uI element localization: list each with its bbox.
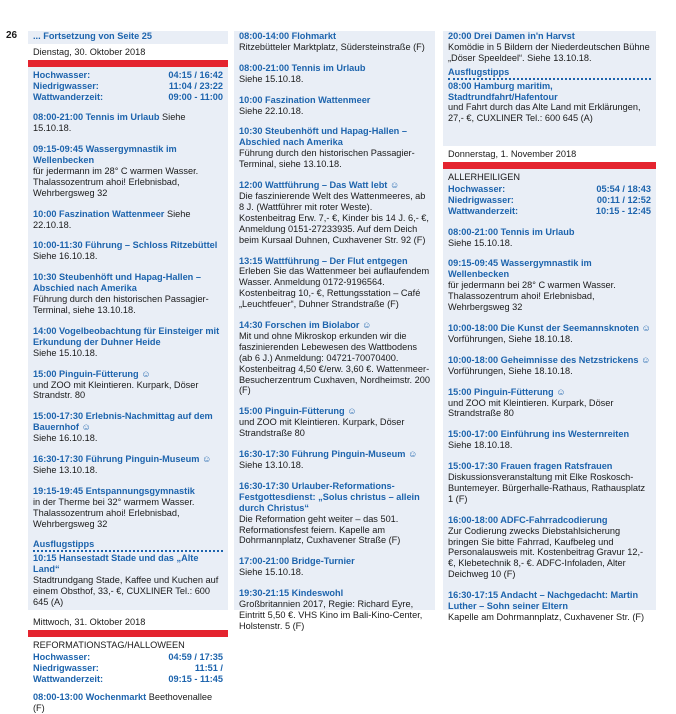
tide-value: 00:11 / 12:52 [596, 195, 651, 206]
event-body: Vorführungen, Siehe 18.10.18. [448, 333, 573, 344]
event-body: Erleben Sie das Wattenmeer bei auflaufendem Wasser. Anmeldung 0172-9196564. Kostenbeitrag 10,- €, Rettungsstation – Café „Leuchtfeuer“, Duhner Strandstraße (F) [239, 266, 430, 310]
tide-label: Niedrigwasser: [33, 80, 99, 91]
event-body: Führung durch den historischen Passagier-Terminal, siehe 13.10.18. [33, 294, 209, 315]
event-title: 12:00 Wattführung – Das Watt lebt ☺ [239, 180, 400, 191]
day-date: Mittwoch, 31. Oktober 2018 [33, 616, 146, 627]
event-body: Komödie in 5 Bildern der Niederdeutschen Bühne „Döser Speeldeel“. Siehe 13.10.18. [448, 41, 650, 63]
event-body: Siehe 15.10.18. [33, 347, 98, 358]
event-body: Siehe 13.10.18. [239, 460, 304, 470]
event-item [239, 556, 430, 578]
column-2 [234, 31, 435, 631]
red-divider [28, 60, 228, 67]
red-divider [28, 630, 228, 637]
event-title: 10:00 Faszination Wattenmeer [239, 94, 371, 105]
tide-value: 11:04 / 23:22 [168, 80, 223, 91]
event-item [448, 323, 651, 345]
tide-table [33, 652, 223, 684]
event-title: 08:00-21:00 Tennis im Urlaub [33, 112, 160, 123]
event-title: 10:00-11:30 Führung – Schloss Ritzebüttel [33, 240, 218, 251]
event-title: 16:30-17:30 Führung Pinguin-Museum ☺ [33, 454, 212, 465]
event-body: Großbritannien 2017, Regie: Richard Eyre, Eintritt 5,50 €. VHS Kino im Bali-Kino-Center, Holstenstr. 5 (F) [239, 599, 423, 631]
tide-value: 09:00 - 11:00 [168, 91, 223, 102]
continuation-note: ... Fortsetzung von Seite 25 [33, 31, 152, 41]
tide-row [33, 674, 223, 685]
tide-label: Wattwanderzeit: [33, 91, 104, 102]
event-body: und ZOO mit Kleintieren. Kurpark, Döser Strandstraße 80 [239, 417, 405, 439]
event-item [33, 272, 223, 316]
tide-row [33, 70, 223, 81]
event-item [448, 387, 651, 420]
event-title: 17:00-21:00 Bridge-Turnier [239, 556, 355, 567]
event-body: und ZOO mit Kleintieren. Kurpark, Döser Strandstraße 80 [448, 397, 614, 419]
tide-table [33, 70, 223, 102]
event-body: Siehe 18.10.18. [448, 440, 513, 451]
event-item [239, 63, 430, 85]
event-title: 16:30-17:30 Führung Pinguin-Museum ☺ [239, 449, 418, 460]
event-title: 14:00 Vogelbeobachtung für Einsteiger mit Erkundung der Duhner Heide [33, 325, 220, 347]
tide-row [448, 195, 651, 206]
event-item [239, 481, 430, 546]
event-body: Die Reformation geht weiter – das 501. Reformationsfest feiern. Kapelle am Dohrmannplatz, Cuxhavener Straße (F) [239, 513, 401, 546]
event-body: Mit und ohne Mikroskop erkunden wir die faszinierenden Lebewesen des Wattbodens (ab 6 J.) Anmeldung: 04721-70070400. Kostenbeitrag 4,50 €/erw. 3,60 €. Wattenmeer-Besucherzentrum Cuxhaven, Nordheimstr. 200 (F) [239, 330, 430, 396]
holiday-label: ALLERHEILIGEN [448, 172, 520, 183]
event-list [239, 31, 430, 632]
event-item [239, 256, 430, 311]
event-title: 14:30 Forschen im Biolabor ☺ [239, 320, 372, 331]
event-item [239, 588, 430, 632]
event-item [448, 461, 651, 505]
event-item [448, 258, 651, 313]
column-3 [443, 31, 656, 623]
event-title: 09:15-09:45 Wassergymnastik im Wellenbecken [448, 258, 592, 280]
tide-value: 04:15 / 16:42 [168, 69, 223, 80]
event-title: 15:00 Pinguin-Fütterung ☺ [33, 368, 151, 379]
event-item [33, 369, 223, 402]
tide-label: Wattwanderzeit: [33, 673, 104, 684]
event-list [448, 31, 651, 64]
tide-row [448, 206, 651, 217]
event-title: 16:00-18:00 ADFC-Fahrradcodierung [448, 514, 608, 525]
ausflug-item [448, 81, 651, 125]
event-item [33, 209, 223, 231]
tide-value: 04:59 / 17:35 [168, 651, 223, 662]
event-list [448, 227, 651, 623]
event-item [33, 692, 223, 714]
event-body: Vorführungen, Siehe 18.10.18. [448, 365, 573, 376]
event-title: 08:00 Hamburg maritim, Stadtrundfahrt/Hafentour [448, 80, 558, 102]
page-number: 26 [6, 30, 18, 41]
event-item [33, 454, 223, 476]
event-body: Kapelle am Dohrmannplatz, Cuxhavener Str. (F) [448, 612, 645, 623]
event-body: Zur Codierung zwecks Diebstahlsicherung bringen Sie bitte Fahrrad, Kaufbeleg und Personalausweis mit. Kostenbeitrag Gravur 12,- €, Klebetechnik 8,- €. ADFC-Infoladen, Alter Deichweg 10 (F) [448, 525, 644, 580]
day-header-wednesday [28, 614, 228, 637]
tide-label: Hochwasser: [33, 69, 91, 80]
event-title: 20:00 Drei Damen in'n Harvst [448, 31, 575, 41]
event-title: 10:00-18:00 Geheimnisse des Netzstrickens ☺ [448, 354, 651, 365]
event-inline-text: Beethovenallee (F) [33, 692, 213, 714]
event-body: Die faszinierende Welt des Wattenmeeres, ab 8 J. (Wattführer mit roter Weste). Kostenbeitrag Erw. 7,- €, Kinder bis 14 J. 6,- €, Anmeldung 0151-27233935. Auf dem Deich beim Kursaal Duhnen, Cuxhavener Str. 92 (F) [239, 190, 429, 245]
event-body: in der Therme bei 32° warmem Wasser. Thalassozentrum ahoi! Erlebnisbad, Wehrbergsweg 32 [33, 496, 195, 529]
event-title: 08:00-21:00 Tennis im Urlaub [448, 226, 575, 237]
event-body: für jedermann im 28° C warmen Wasser. Thalassozentrum ahoi! Erlebnisbad, Wehrbergsweg 32 [33, 165, 199, 198]
event-title: 15:00-17:30 Frauen fragen Ratsfrauen [448, 461, 613, 472]
event-body: Diskussionsveranstaltung mit Elke Roskosch-Buntemeyer. Bürgerhalle-Rathaus, Rathausplatz 1 (F) [448, 472, 646, 504]
event-title: 19:30-21:15 Kindeswohl [239, 588, 344, 599]
event-title: 15:00-17:30 Erlebnis-Nachmittag auf dem Bauernhof ☺ [33, 411, 213, 433]
event-title: 08:00-13:00 Wochenmarkt [33, 692, 147, 703]
ausflug-heading: Ausflugstipps [448, 67, 651, 80]
tide-row [448, 184, 651, 195]
event-item [448, 429, 651, 451]
event-body: Siehe 15.10.18. [448, 237, 513, 248]
event-title: 08:00-14:00 Flohmarkt [239, 31, 337, 41]
tide-row [33, 663, 223, 674]
event-item [239, 126, 430, 170]
event-title: 10:30 Steubenhöft und Hapag-Hallen – Abschied nach Amerika [239, 126, 407, 148]
event-title: 19:15-19:45 Entspannungsgymnastik [33, 485, 195, 496]
event-body: Siehe 22.10.18. [239, 105, 304, 116]
event-body: Siehe 15.10.18. [239, 567, 304, 578]
event-item [33, 411, 223, 444]
event-inline-text: Siehe 22.10.18. [33, 208, 191, 230]
event-item [33, 486, 223, 530]
event-title: 16:30-17:30 Urlauber-Reformations-Festgottesdienst: „Solus christus – allein durch Christus“ [239, 480, 420, 513]
event-body: und ZOO mit Kleintieren. Kurpark, Döser Strandstr. 80 [33, 379, 199, 401]
event-body: für jedermann bei 28° C warmen Wasser. Thalassozentrum ahoi! Erlebnisbad, Wehrbergsweg 32 [448, 280, 616, 313]
event-body: Siehe 13.10.18. [33, 464, 98, 475]
tide-row [33, 92, 223, 103]
event-item [33, 326, 223, 359]
event-title: 16:30-17:15 Andacht – Nachgedacht: Martin Luther – Sohn seiner Eltern [448, 590, 639, 612]
event-body: Siehe 16.10.18. [33, 251, 98, 262]
event-item [448, 31, 651, 64]
tide-value: 10:15 - 12:45 [595, 205, 651, 216]
event-body: Siehe 16.10.18. [33, 433, 98, 444]
event-title: 10:30 Steubenhöft und Hapag-Hallen – Abschied nach Amerika [33, 272, 201, 294]
event-list [33, 112, 223, 529]
event-item [33, 112, 223, 134]
tide-label: Niedrigwasser: [448, 195, 514, 206]
event-title: 15:00-17:00 Einführung ins Westernreiten [448, 429, 630, 440]
event-item [33, 240, 223, 262]
day-header-tuesday [28, 44, 228, 67]
event-item [239, 406, 430, 439]
event-item [239, 320, 430, 396]
event-title: 13:15 Wattführung – Der Flut entgegen [239, 255, 408, 266]
event-item [448, 515, 651, 580]
tide-value: 09:15 - 11:45 [168, 673, 223, 684]
ausflug-item [33, 553, 223, 608]
event-item [448, 355, 651, 377]
event-title: 15:00 Pinguin-Fütterung ☺ [239, 406, 357, 417]
tide-label: Hochwasser: [33, 651, 91, 662]
event-body: Führung durch den historischen Passagier-Terminal, siehe 13.10.18. [239, 148, 415, 170]
event-item [239, 449, 430, 471]
event-item [239, 180, 430, 245]
day-header-thursday [443, 146, 656, 169]
tide-value: 11:51 / [194, 662, 223, 673]
event-title: 15:00 Pinguin-Fütterung ☺ [448, 386, 566, 397]
ausflug-heading: Ausflugstipps [33, 539, 223, 552]
tide-label: Hochwasser: [448, 184, 506, 195]
event-title: 08:00-21:00 Tennis im Urlaub [239, 62, 366, 73]
event-item [239, 95, 430, 117]
event-item [448, 227, 651, 249]
tide-label: Wattwanderzeit: [448, 205, 519, 216]
tide-table [448, 184, 651, 216]
event-title: 09:15-09:45 Wassergymnastik im Wellenbecken [33, 144, 177, 166]
event-body: Siehe 15.10.18. [239, 73, 304, 84]
event-inline-text: Siehe 15.10.18. [33, 112, 186, 134]
tide-label: Niedrigwasser: [33, 662, 99, 673]
tide-row [33, 652, 223, 663]
day-date: Dienstag, 30. Oktober 2018 [33, 46, 146, 57]
event-item [33, 144, 223, 199]
red-divider [443, 162, 656, 169]
day-date: Donnerstag, 1. November 2018 [448, 149, 577, 160]
event-list [33, 692, 223, 714]
event-title: 10:15 Hansestadt Stade und das „Alte Land“ [33, 553, 199, 575]
event-item [448, 590, 651, 623]
event-body: und Fahrt durch das Alte Land mit Erklärungen, 27,- €, CUXLINER Tel.: 600 645 (A) [448, 102, 641, 124]
tide-row [33, 81, 223, 92]
holiday-label: REFORMATIONSTAG/HALLOWEEN [33, 639, 185, 650]
event-body: Stadtrundgang Stade, Kaffee und Kuchen auf einem Obsthof, 33,- €, CUXLINER Tel.: 600 645 (A) [33, 575, 219, 608]
event-item [239, 31, 430, 53]
event-title: 10:00-18:00 Die Kunst der Seemannsknoten ☺ [448, 322, 651, 333]
column-1 [28, 31, 228, 714]
event-body: Ritzebütteler Marktplatz, Südersteinstraße (F) [239, 41, 425, 52]
tide-value: 05:54 / 18:43 [596, 184, 651, 195]
event-title: 10:00 Faszination Wattenmeer [33, 208, 165, 219]
